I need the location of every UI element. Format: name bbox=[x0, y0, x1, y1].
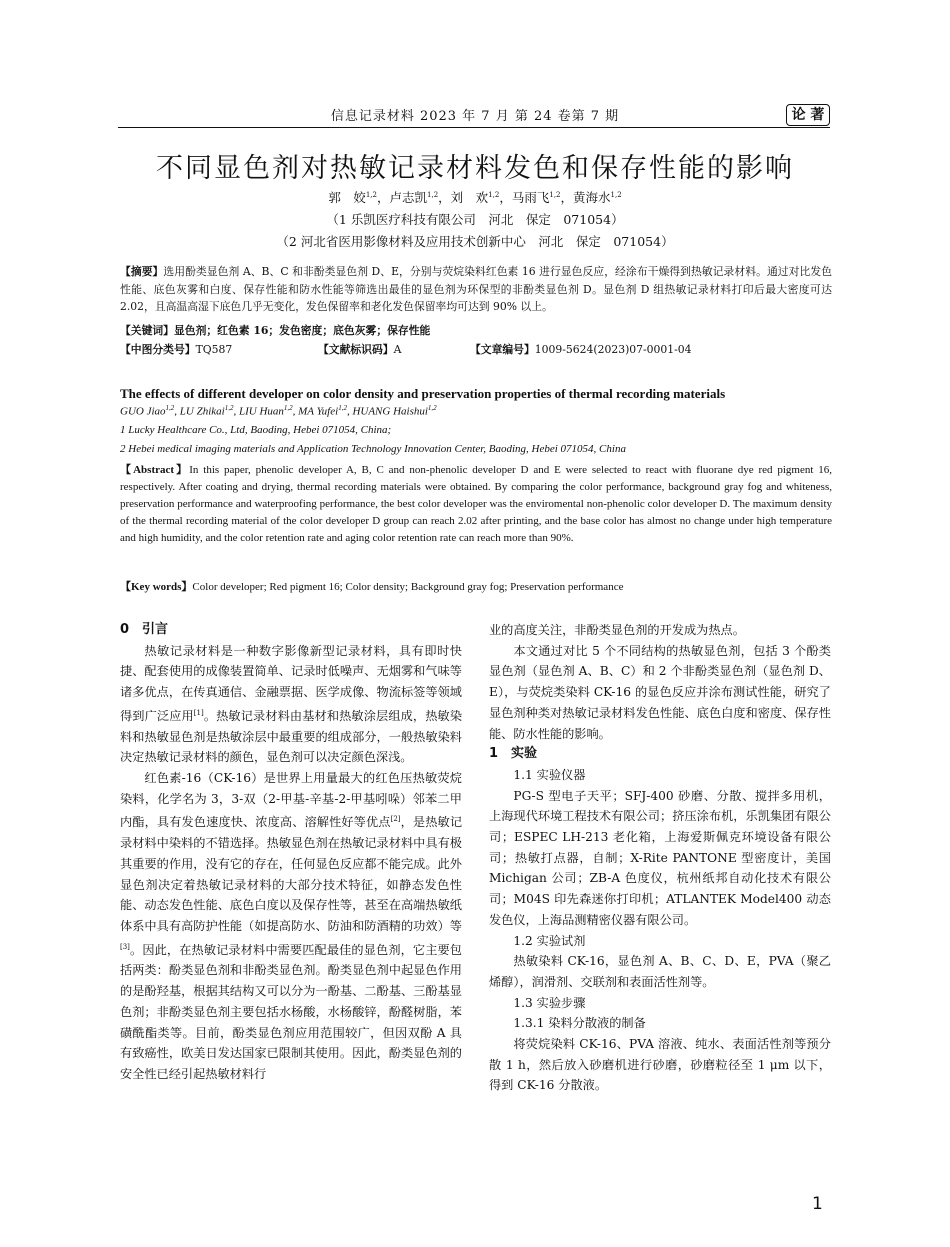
citation[interactable]: [3] bbox=[120, 942, 130, 951]
author-name: 马雨飞 bbox=[511, 190, 550, 205]
subsection-heading: 1.2 实验试剂 bbox=[513, 933, 586, 948]
body-left-column bbox=[120, 620, 462, 1085]
author-en: GUO Jiao bbox=[120, 405, 166, 418]
affiliation-cn-1: （1 乐凯医疗科技有限公司 河北 保定 071054） bbox=[326, 212, 624, 227]
paragraph-text: 红色素-16（CK-16）是世界上用量最大的红色压热敏荧烷染料，化学名为 3，3-双（2-甲基-辛基-2-甲基吲哚）邻苯二甲内酯，具有发色速度快、浓度高、溶解性好等优点 bbox=[120, 770, 462, 830]
abstract-en-text: In this paper, phenolic developer A, B, C and non-phenolic developer D and E were selected to react with fluorane dye red pigment 16, respectively. After coating and drying, thermal recording materials were obtained. By comparing the color performance, background gray fog and whiteness, preservation performance and waterproofing performance, the best color developer was the enviromental non-phenolic color developer D. The maximum density of the thermal recording material of the color developer D group can reach 2.02 after printing, and the base color has almost no change under high temperature and high humidity, and the color retention rate and aging color retention rate can reach more than 90%. bbox=[120, 464, 833, 544]
abstract-cn-label: 【摘要】 bbox=[120, 265, 164, 278]
keywords-en bbox=[120, 578, 623, 594]
paragraph: 本文通过对比 5 个不同结构的热敏显色剂，包括 3 个酚类显色剂（显色剂 A、B、C）和 2 个非酚类显色剂（显色剂 D、E），与荧烷类染料 CK-16 的显色反应并涂布测试性能，研究了显色剂种类对热敏记录材料发色性能、底色白度和密度、保存性能、防水性能的影响。 bbox=[489, 643, 831, 741]
paragraph-text: 。因此，在热敏记录材料中需要匹配最佳的显色剂，它主要包括两类：酚类显色剂和非酚类显色剂。酚类显色剂中起显色作用的是酚羟基，根据其结构又可以分为一酚基、二酚基、三酚基显色剂；非酚类显色剂主要包括水杨酸，水杨酸锌，酚醛树脂，苯磺酰酯类等。目前，酚类显色剂应用范围较广，但因双酚 A 具有致癌性，欧美日发达国家已限制其使用。因此，酚类显色剂的安全性已经引起热敏材料行 bbox=[120, 942, 462, 1081]
keywords-en-label: 【Key words】 bbox=[120, 581, 193, 593]
paragraph-text: ，是热敏记录材料中染料的不错选择。热敏显色剂在热敏记录材料中具有极其重要的作用，没有它的存在，任何显色反应都不能完成。此外显色剂决定着热敏记录材料的大部分技术特征，如静态发色性能、动态发色性能、底色白度以及保存性等，甚至在高端热敏纸体系中具有高防护性能（如提高防水、防油和防酒精的功效）等 bbox=[120, 815, 463, 933]
doc-value: A bbox=[393, 343, 402, 356]
abstract-en bbox=[120, 462, 832, 547]
paragraph-text: 热敏记录材料是一种数字影像新型记录材料，具有即时快捷、配套使用的成像装置简单、记录时低噪声、无烟雾和气味等诸多优点，在传真通信、金融票据、医学成像、物流标签等领域得到广泛应用 bbox=[120, 643, 462, 723]
running-head: 信息记录材料 2023 年 7 月 第 24 卷第 7 期 bbox=[330, 109, 620, 124]
author-sep: ， bbox=[438, 190, 451, 205]
paper-title: 不同显色剂对热敏记录材料发色和保存性能的影响 bbox=[156, 153, 794, 184]
paragraph: PG-S 型电子天平；SFJ-400 砂磨、分散、搅拌多用机，上海现代环境工程技术有限公司；挤压涂布机，乐凯集团有限公司；ESPEC LH-213 老化箱，上海爱斯佩克环境设备有限公司；热敏打点器，自制；X-Rite PANTONE 型密度计，美国 Michigan 公司；ZB-A 色度仪，杭州纸邦自动化技术有限公司；M04S 印先森迷你打印机；ATLANTEK Model400 动态发色仪，上海品测精密仪器有限公司。 bbox=[489, 788, 831, 927]
author-name: 卢志凯 bbox=[389, 190, 428, 205]
citation[interactable]: [2] bbox=[390, 815, 401, 824]
author-sup: 1,2 bbox=[224, 404, 234, 412]
paragraph bbox=[120, 768, 462, 1085]
page-number: 1 bbox=[812, 1194, 823, 1214]
citation[interactable]: [1] bbox=[193, 708, 204, 717]
author-sup: 1,2 bbox=[610, 190, 622, 199]
keywords-cn-text: 显色剂；红色素 16；发色密度；底色灰雾；保存性能 bbox=[173, 324, 431, 337]
class-label: 【中图分类号】 bbox=[120, 343, 196, 356]
abstract-cn bbox=[120, 263, 832, 316]
paragraph: 将荧烷染料 CK-16、PVA 溶液、纯水、表面活性剂等预分散 1 h，然后放入砂磨机进行砂磨，砂磨粒径至 1 μm 以下，得到 CK-16 分散液。 bbox=[489, 1037, 831, 1093]
paragraph bbox=[120, 641, 462, 768]
class-number bbox=[120, 342, 232, 357]
article-number bbox=[470, 342, 692, 357]
subsection-heading: 1.3 实验步骤 bbox=[513, 995, 586, 1010]
authors-en: GUO Jiao$^{1,2}$, LU Zhikai$^{1,2}$, LIU Huan$^{1,2}$, MA Yufei$^{1,2}$, HUANG Haishui$^{1,2}$ bbox=[120, 404, 437, 418]
affiliation-cn-2: （2 河北省医用影像材料及应用技术创新中心 河北 保定 071054） bbox=[276, 234, 674, 249]
author-sup: 1,2 bbox=[283, 404, 293, 412]
abstract-cn-text: 选用酚类显色剂 A、B、C 和非酚类显色剂 D、E，分别与荧烷染料红色素 16 进行显色反应，经涂布干燥得到热敏记录材料。通过对比发色性能、底色灰雾和白度、保存性能和防水性能等筛选出最佳的显色剂为环保型的非酚类显色剂 D。显色剂 D 组热敏记录材料打印后最大密度可达 2.02，且高温高湿下底色几乎无变化，发色保留率和老化发色保留率均可达到 90% 以上。 bbox=[120, 265, 832, 313]
section-heading-intro: 0 引言 bbox=[120, 622, 169, 637]
author-sup: 1,2 bbox=[427, 404, 437, 412]
doc-code bbox=[318, 342, 401, 357]
article-label: 【文章编号】 bbox=[470, 343, 535, 356]
author-name: 郭 姣 bbox=[328, 190, 366, 205]
author-en: LIU Huan bbox=[238, 405, 284, 418]
author-sup: 1,2 bbox=[165, 404, 175, 412]
english-title: The effects of different developer on color density and preservation properties of thermal recording materials bbox=[120, 386, 726, 401]
header-rule bbox=[118, 127, 830, 128]
author-sup: 1,2 bbox=[488, 190, 500, 199]
author-sep: ， bbox=[560, 190, 574, 205]
author-sep: ， bbox=[499, 190, 512, 205]
subsubsection-heading: 1.3.1 染料分散液的制备 bbox=[513, 1016, 646, 1031]
section-badge: 论 著 bbox=[786, 104, 830, 126]
section-heading-experiment: 1 实验 bbox=[489, 746, 538, 762]
authors-cn bbox=[0, 188, 950, 206]
author-sup: 1,2 bbox=[365, 190, 377, 199]
paragraph-text: 。热敏记录材料由基材和热敏涂层组成，热敏染料和热敏显色剂是热敏涂层中最重要的组成部分，一般热敏染料决定热敏记录材料的颜色，显色剂可以决定颜色深浅。 bbox=[120, 708, 463, 765]
affiliation-en-2: 2 Hebei medical imaging materials and Application Technology Innovation Center, Baoding, Hebei 071054, China bbox=[120, 443, 626, 455]
paragraph: 热敏染料 CK-16，显色剂 A、B、C、D、E，PVA（聚乙烯醇），润滑剂、交联剂和表面活性剂等。 bbox=[489, 954, 831, 989]
author-en: MA Yufei bbox=[298, 405, 339, 418]
body-right-column bbox=[489, 620, 831, 1096]
author-sup: 1,2 bbox=[427, 190, 439, 199]
abstract-en-label: 【Abstract】 bbox=[120, 464, 190, 476]
author-en: LU Zhikai bbox=[179, 405, 225, 418]
author-en: HUANG Haishui bbox=[352, 405, 428, 418]
author-name: 黄海水 bbox=[573, 190, 611, 205]
article-value: 1009-5624(2023)07-0001-04 bbox=[534, 343, 692, 356]
author-name: 刘 欢 bbox=[450, 190, 489, 205]
keywords-cn bbox=[120, 322, 832, 340]
subsection-heading: 1.1 实验仪器 bbox=[513, 767, 586, 782]
author-sup: 1,2 bbox=[549, 190, 561, 199]
author-sep: ， bbox=[376, 190, 390, 205]
affiliation-en-1: 1 Lucky Healthcare Co., Ltd, Baoding, Hebei 071054, China; bbox=[120, 424, 392, 436]
author-sup: 1,2 bbox=[338, 404, 347, 412]
paragraph: 业的高度关注，非酚类显色剂的开发成为热点。 bbox=[489, 623, 745, 637]
doc-label: 【文献标识码】 bbox=[318, 343, 394, 356]
keywords-en-text: Color developer; Red pigment 16; Color density; Background gray fog; Preservation performance bbox=[192, 581, 624, 593]
keywords-cn-label: 【关键词】 bbox=[120, 324, 174, 337]
class-value: TQ587 bbox=[195, 343, 233, 356]
